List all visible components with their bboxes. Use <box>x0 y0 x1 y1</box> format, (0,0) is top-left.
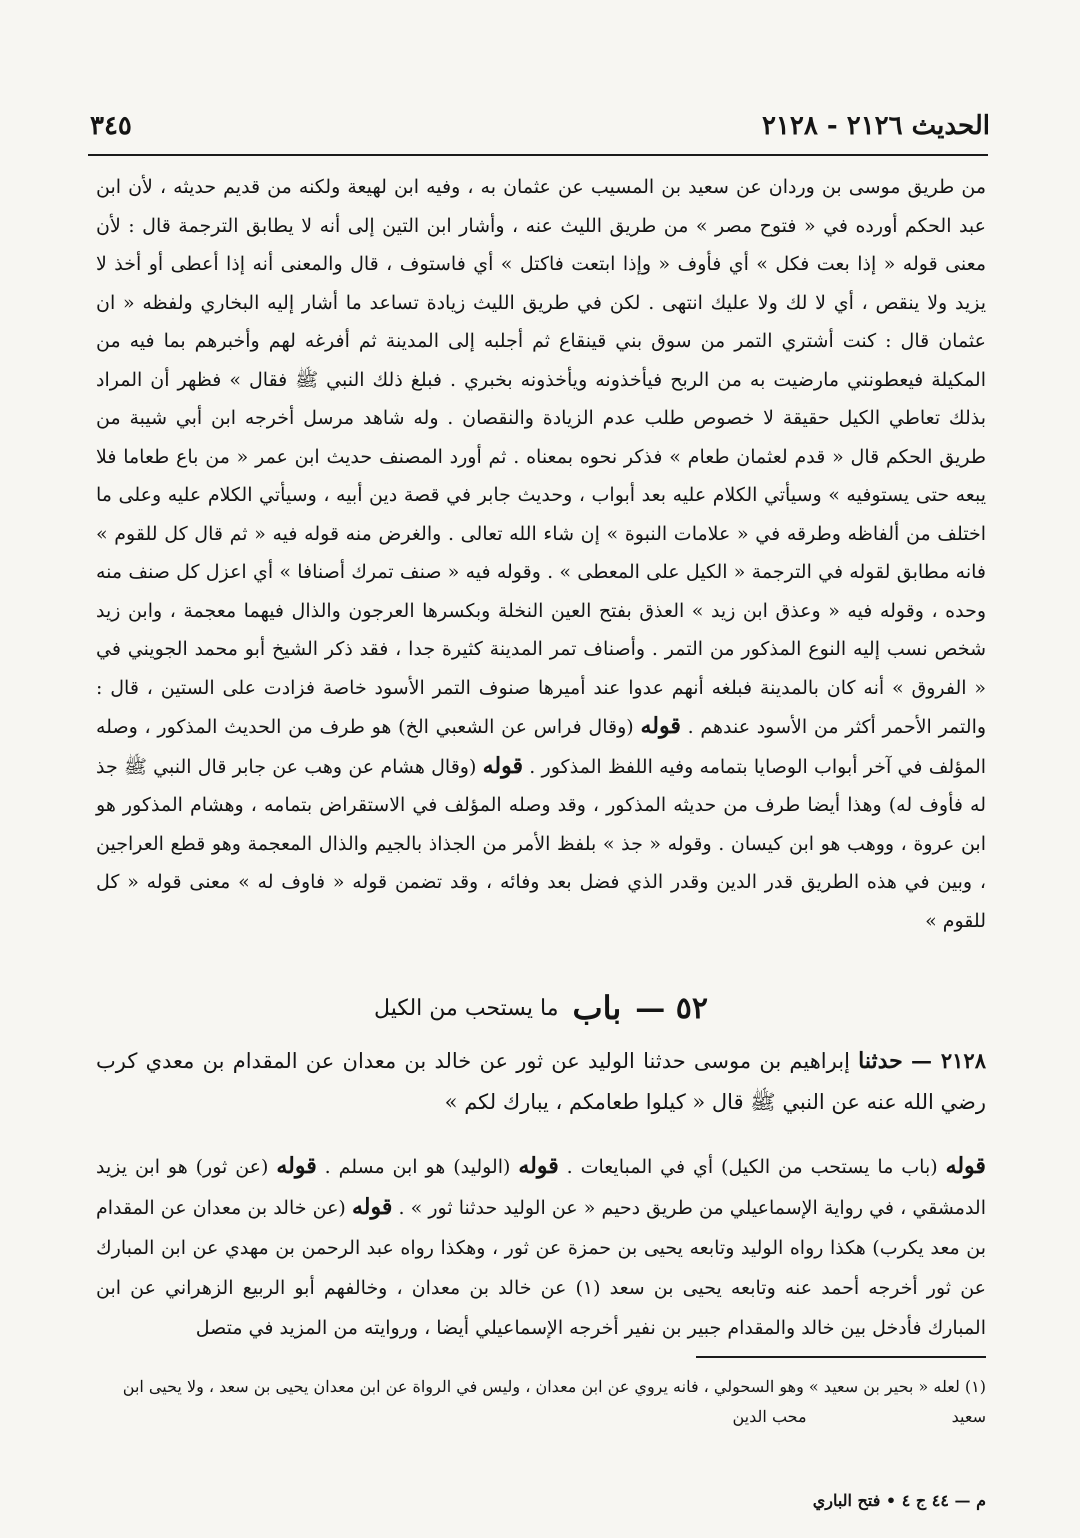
hadith-block <box>96 1040 986 1123</box>
hadith-number: ٢١٢٨ — <box>911 1048 986 1073</box>
hadith-paragraph <box>96 1040 986 1123</box>
sharh-text: (عن ثور) هو ابن يزيد الدمشقي ، في رواية الإسماعيلي من طريق دحيم « عن الوليد حدثنا ثور » . <box>96 1156 986 1219</box>
hadith-opener: حدثنا <box>858 1048 903 1074</box>
keyword-qawluhu: قوله <box>945 1153 986 1179</box>
hadith-text: إبراهيم بن موسى حدثنا الوليد عن ثور عن خالد بن معدان عن المقدام بن معدي كرب رضي الله عنه عن النبي ﷺ قال « كيلوا طعامكم ، يبارك لكم » <box>96 1049 986 1114</box>
commentary-text: (وقال هشام عن وهب عن جابر قال النبي ﷺ جذ له فأوف له) وهذا أيضا طرف من حديثه المذكور ، وقد وصله المؤلف في الاستقراض بتمامه ، وهشام المذكور هو ابن عروة ، ووهب هو ابن كيسان . وقوله « جذ » بلفظ الأمر من الجذاذ بالجيم والذال المعجمة وهو قطع العراجين ، وبين في هذه الطريق قدر الدين وقدر الذي فضل بعد وفائه ، وقد تضمن قوله « فاوف له » معنى قوله « كل للقوم » <box>96 755 986 932</box>
sharh-block <box>96 1146 986 1348</box>
sharh-paragraph <box>96 1146 986 1348</box>
footnote-paragraph <box>96 1372 986 1432</box>
keyword-qawluhu: قوله <box>518 1153 559 1179</box>
sharh-text: (عن خالد بن معدان عن المقدام بن معد يكرب) هكذا رواه الوليد وتابعه يحيى بن حمزة عن ثور ، وهكذا رواه عبد الرحمن بن مهدي عن ابن المبارك عن ثور أخرجه أحمد عنه وتابعه يحيى بن سعد (١) عن خالد بن معدان ، وخالفهم أبو الربيع الزهراني عن ابن المبارك فأدخل بين خالد والمقدام جبير بن نفير أخرجه الإسماعيلي أيضا ، وروايته من المزيد في متصل <box>96 1197 986 1339</box>
commentary-block <box>96 168 986 940</box>
footnote-text: (١) لعله « بحير بن سعيد » وهو السحولي ، فانه يروي عن ابن معدان ، وليس في الرواة عن ابن معدان يحيى بن سعد ، ولا يحيى ابن سعيد <box>122 1377 986 1426</box>
keyword-qawluhu: قوله <box>351 1194 393 1220</box>
printer-signature: م — ٤٤ ج ٤ • فتح الباري <box>812 1491 986 1510</box>
commentary-text: (وقال فراس عن الشعبي الخ) هو طرف من الحديث المذكور ، وصله المؤلف في آخر أبواب الوصايا بتمامه وفيه اللفظ المذكور . <box>96 716 987 778</box>
chapter-number: ٥٢ — <box>635 990 708 1026</box>
commentary-text: من طريق موسى بن وردان عن سعيد بن المسيب عن عثمان به ، وفيه ابن لهيعة ولكنه من قديم حديثه ، لأن ابن عبد الحكم أورده في « فتوح مصر » من طريق الليث عنه ، وأشار ابن التين إلى أنه لا يطابق الترجمة قال : لأن معنى قوله « إذا بعت فكل » أي فأوف « وإذا ابتعت فاكتل » أي فاستوف ، قال والمعنى أنه إذا أعطى أو أخذ لا يزيد ولا ينقص ، أي لا لك ولا عليك انتهى . لكن في طريق الليث زيادة تساعد ما أشار إليه البخاري ولفظه « ان عثمان قال : كنت أشتري التمر من سوق بني قينقاع ثم أجلبه إلى المدينة ثم أفرغه لهم وأخبرهم بما فيه من المكيلة فيعطونني مارضيت به من الربح فيأخذونه ويأخذونه بخبري . فبلغ ذلك النبي ﷺ فقال » فظهر أن المراد بذلك تعاطي الكيل حقيقة لا خصوص طلب عدم الزيادة والنقصان . وله شاهد مرسل أخرجه ابن أبي شيبة من طريق الحكم قال « قدم لعثمان طعام » فذكر نحوه بمعناه . ثم أورد المصنف حديث ابن عمر « من باع طعاما فلا يبعه حتى يستوفيه » وسيأتي الكلام عليه بعد أبواب ، وحديث جابر في قصة دين أبيه ، وسيأتي الكلام عليه وعلى ما اختلف من ألفاظه وطرقه في « علامات النبوة » إن شاء الله تعالى . والغرض منه قوله فيه « ثم قال كل للقوم » فانه مطابق لقوله في الترجمة « الكيل على المعطى » . وقوله فيه « صنف تمرك أصنافا » أي اعزل كل صنف منه وحده ، وقوله فيه « وعذق ابن زيد » العذق بفتح العين النخلة وبكسرها العرجون والذال فيهما معجمة ، وابن زيد شخص نسب إليه النوع المذكور من التمر . وأصناف تمر المدينة كثيرة جدا ، فقد ذكر الشيخ أبو محمد الجويني في « الفروق » أنه كان بالمدينة فبلغه أنهم عدوا عند أميرها صنوف التمر الأسود خاصة فزادت على الستين ، قال : والتمر الأحمر أكثر من الأسود عندهم . <box>96 176 987 738</box>
header-rule <box>88 154 988 156</box>
keyword-qawluhu: قوله <box>640 713 681 739</box>
sharh-text: (باب ما يستحب من الكيل) أي في المبايعات . <box>566 1156 938 1178</box>
footnote-rule <box>696 1356 986 1358</box>
keyword-qawluhu: قوله <box>276 1153 317 1179</box>
chapter-heading <box>96 984 986 1032</box>
running-title: الحديث ٢١٢٦ - ٢١٢٨ <box>761 111 990 141</box>
footnote-signature: محب الدين <box>732 1407 807 1426</box>
page-number: ٣٤٥ <box>90 111 132 141</box>
chapter-word: باب <box>572 989 622 1027</box>
sharh-text: (الوليد) هو ابن مسلم . <box>324 1156 511 1178</box>
keyword-qawluhu: قوله <box>482 752 524 779</box>
page-header <box>90 104 990 148</box>
footnote <box>96 1372 986 1432</box>
commentary-paragraph <box>96 168 986 940</box>
chapter-title: ما يستحب من الكيل <box>374 995 559 1021</box>
